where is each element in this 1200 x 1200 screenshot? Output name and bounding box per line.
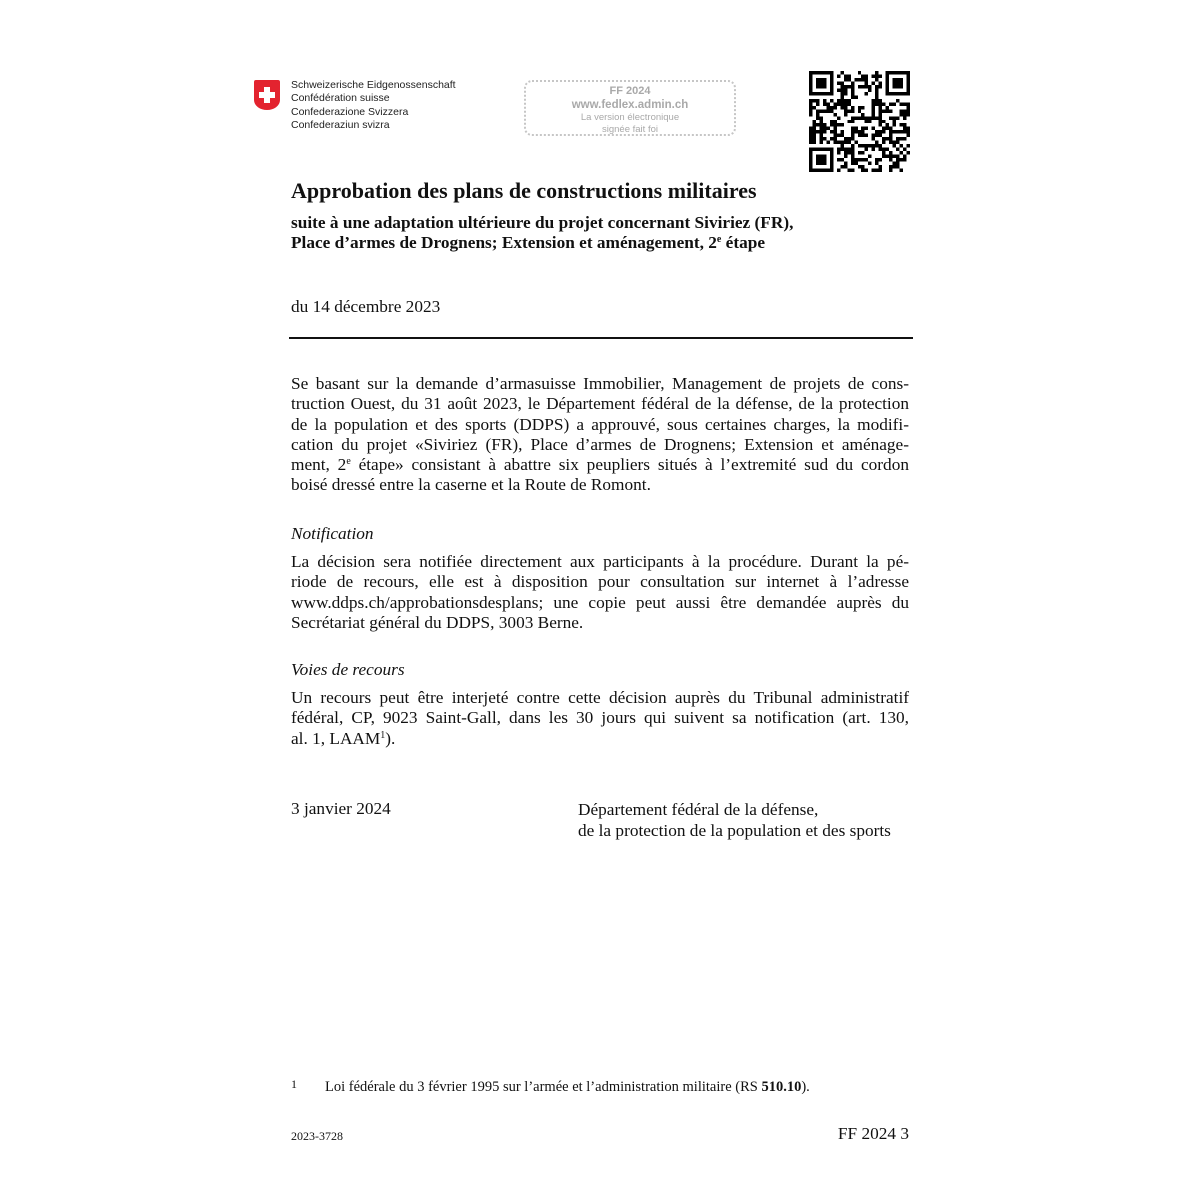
decision-date: du 14 décembre 2023 [291, 297, 441, 316]
notification-paragraph [291, 552, 909, 633]
recours-text: al. 1, LAAM [291, 728, 381, 748]
ordinal-superscript: e [716, 234, 722, 245]
recours-paragraph [291, 688, 909, 749]
intro-line: Se basant sur la demande d’armasuisse Immobilier, Management de projets de cons- [291, 374, 909, 393]
signature-department [578, 799, 891, 841]
confederation-name-rm: Confederaziun svizra [291, 118, 390, 131]
intro-text: étape» consistant à abattre six peupliers situés à l’extremité sud du cordon [350, 455, 909, 475]
subtitle-text: Place d’armes de Drognens; Extension et aménagement, 2 [291, 233, 717, 252]
footnote-text [325, 1079, 810, 1096]
intro-line: truction Ouest, du 31 août 2023, le Département fédéral de la défense, de la protection [291, 394, 909, 414]
notification-line: riode de recours, elle est à disposition pour consultation sur internet à l’adresse [291, 572, 909, 592]
department-line-2: de la protection de la population et des sports [578, 821, 891, 840]
recours-line [291, 729, 909, 749]
document-number: 2023-3728 [291, 1129, 343, 1143]
notification-line: Secrétariat général du DDPS, 3003 Berne. [291, 612, 584, 632]
recours-line: fédéral, CP, 9023 Saint-Gall, dans les 30 jours qui suivent sa notification (art. 130, [291, 708, 909, 728]
intro-line: boisé dressé entre la caserne et la Route de Romont. [291, 475, 651, 495]
intro-line: de la population et des sports (DDPS) a approuvé, sous certaines charges, la modifi- [291, 414, 909, 434]
confederation-names [291, 79, 456, 132]
intro-paragraph [291, 374, 909, 496]
notification-heading: Notification [291, 524, 374, 543]
recours-text: ). [385, 728, 396, 748]
subtitle-text-end: étape [721, 233, 766, 252]
ordinal-superscript: e [346, 456, 351, 468]
recours-heading: Voies de recours [291, 660, 405, 679]
subtitle-line-2 [291, 233, 793, 253]
qr-code [809, 71, 910, 172]
stamp-note-2: signée fait foi [602, 123, 658, 135]
stamp-url: www.fedlex.admin.ch [571, 99, 689, 111]
intro-text: ment, 2 [291, 455, 347, 475]
document-subtitle [291, 213, 793, 253]
footnote-rs-number: 510.10 [761, 1079, 802, 1095]
footnote-number: 1 [291, 1077, 297, 1091]
notification-line: www.ddps.ch/approbationsdesplans; une copie peut aussi être demandée auprès du [291, 592, 909, 612]
department-line-1: Département fédéral de la défense, [578, 800, 819, 819]
page-reference: FF 2024 3 [837, 1124, 909, 1143]
swiss-flag-icon [254, 80, 280, 110]
intro-line [291, 455, 909, 475]
confederation-name-it: Confederazione Svizzera [291, 105, 409, 118]
subtitle-line-1: suite à une adaptation ultérieure du projet concernant Siviriez (FR), [291, 213, 794, 232]
footnote-text-part: Loi fédérale du 3 février 1995 sur l’armée et l’administration militaire (RS [325, 1079, 762, 1095]
authenticity-stamp [524, 80, 736, 136]
title-divider [289, 337, 913, 339]
stamp-note-1: La version électronique [580, 112, 680, 123]
footnote-reference: 1 [380, 729, 386, 741]
signature-date: 3 janvier 2024 [291, 799, 391, 818]
confederation-name-fr: Confédération suisse [291, 92, 390, 105]
notification-line: La décision sera notifiée directement aux participants à la procédure. Durant la pé- [291, 552, 909, 571]
stamp-publication: FF 2024 [609, 85, 651, 97]
footnote-text-end: ). [801, 1079, 810, 1095]
intro-line: cation du projet «Siviriez (FR), Place d’armes de Drognens; Extension et aménage- [291, 434, 909, 454]
recours-line: Un recours peut être interjeté contre cette décision auprès du Tribunal administratif [291, 688, 909, 707]
confederation-name-de: Schweizerische Eidgenossenschaft [291, 79, 456, 91]
document-title: Approbation des plans de constructions militaires [291, 178, 757, 203]
